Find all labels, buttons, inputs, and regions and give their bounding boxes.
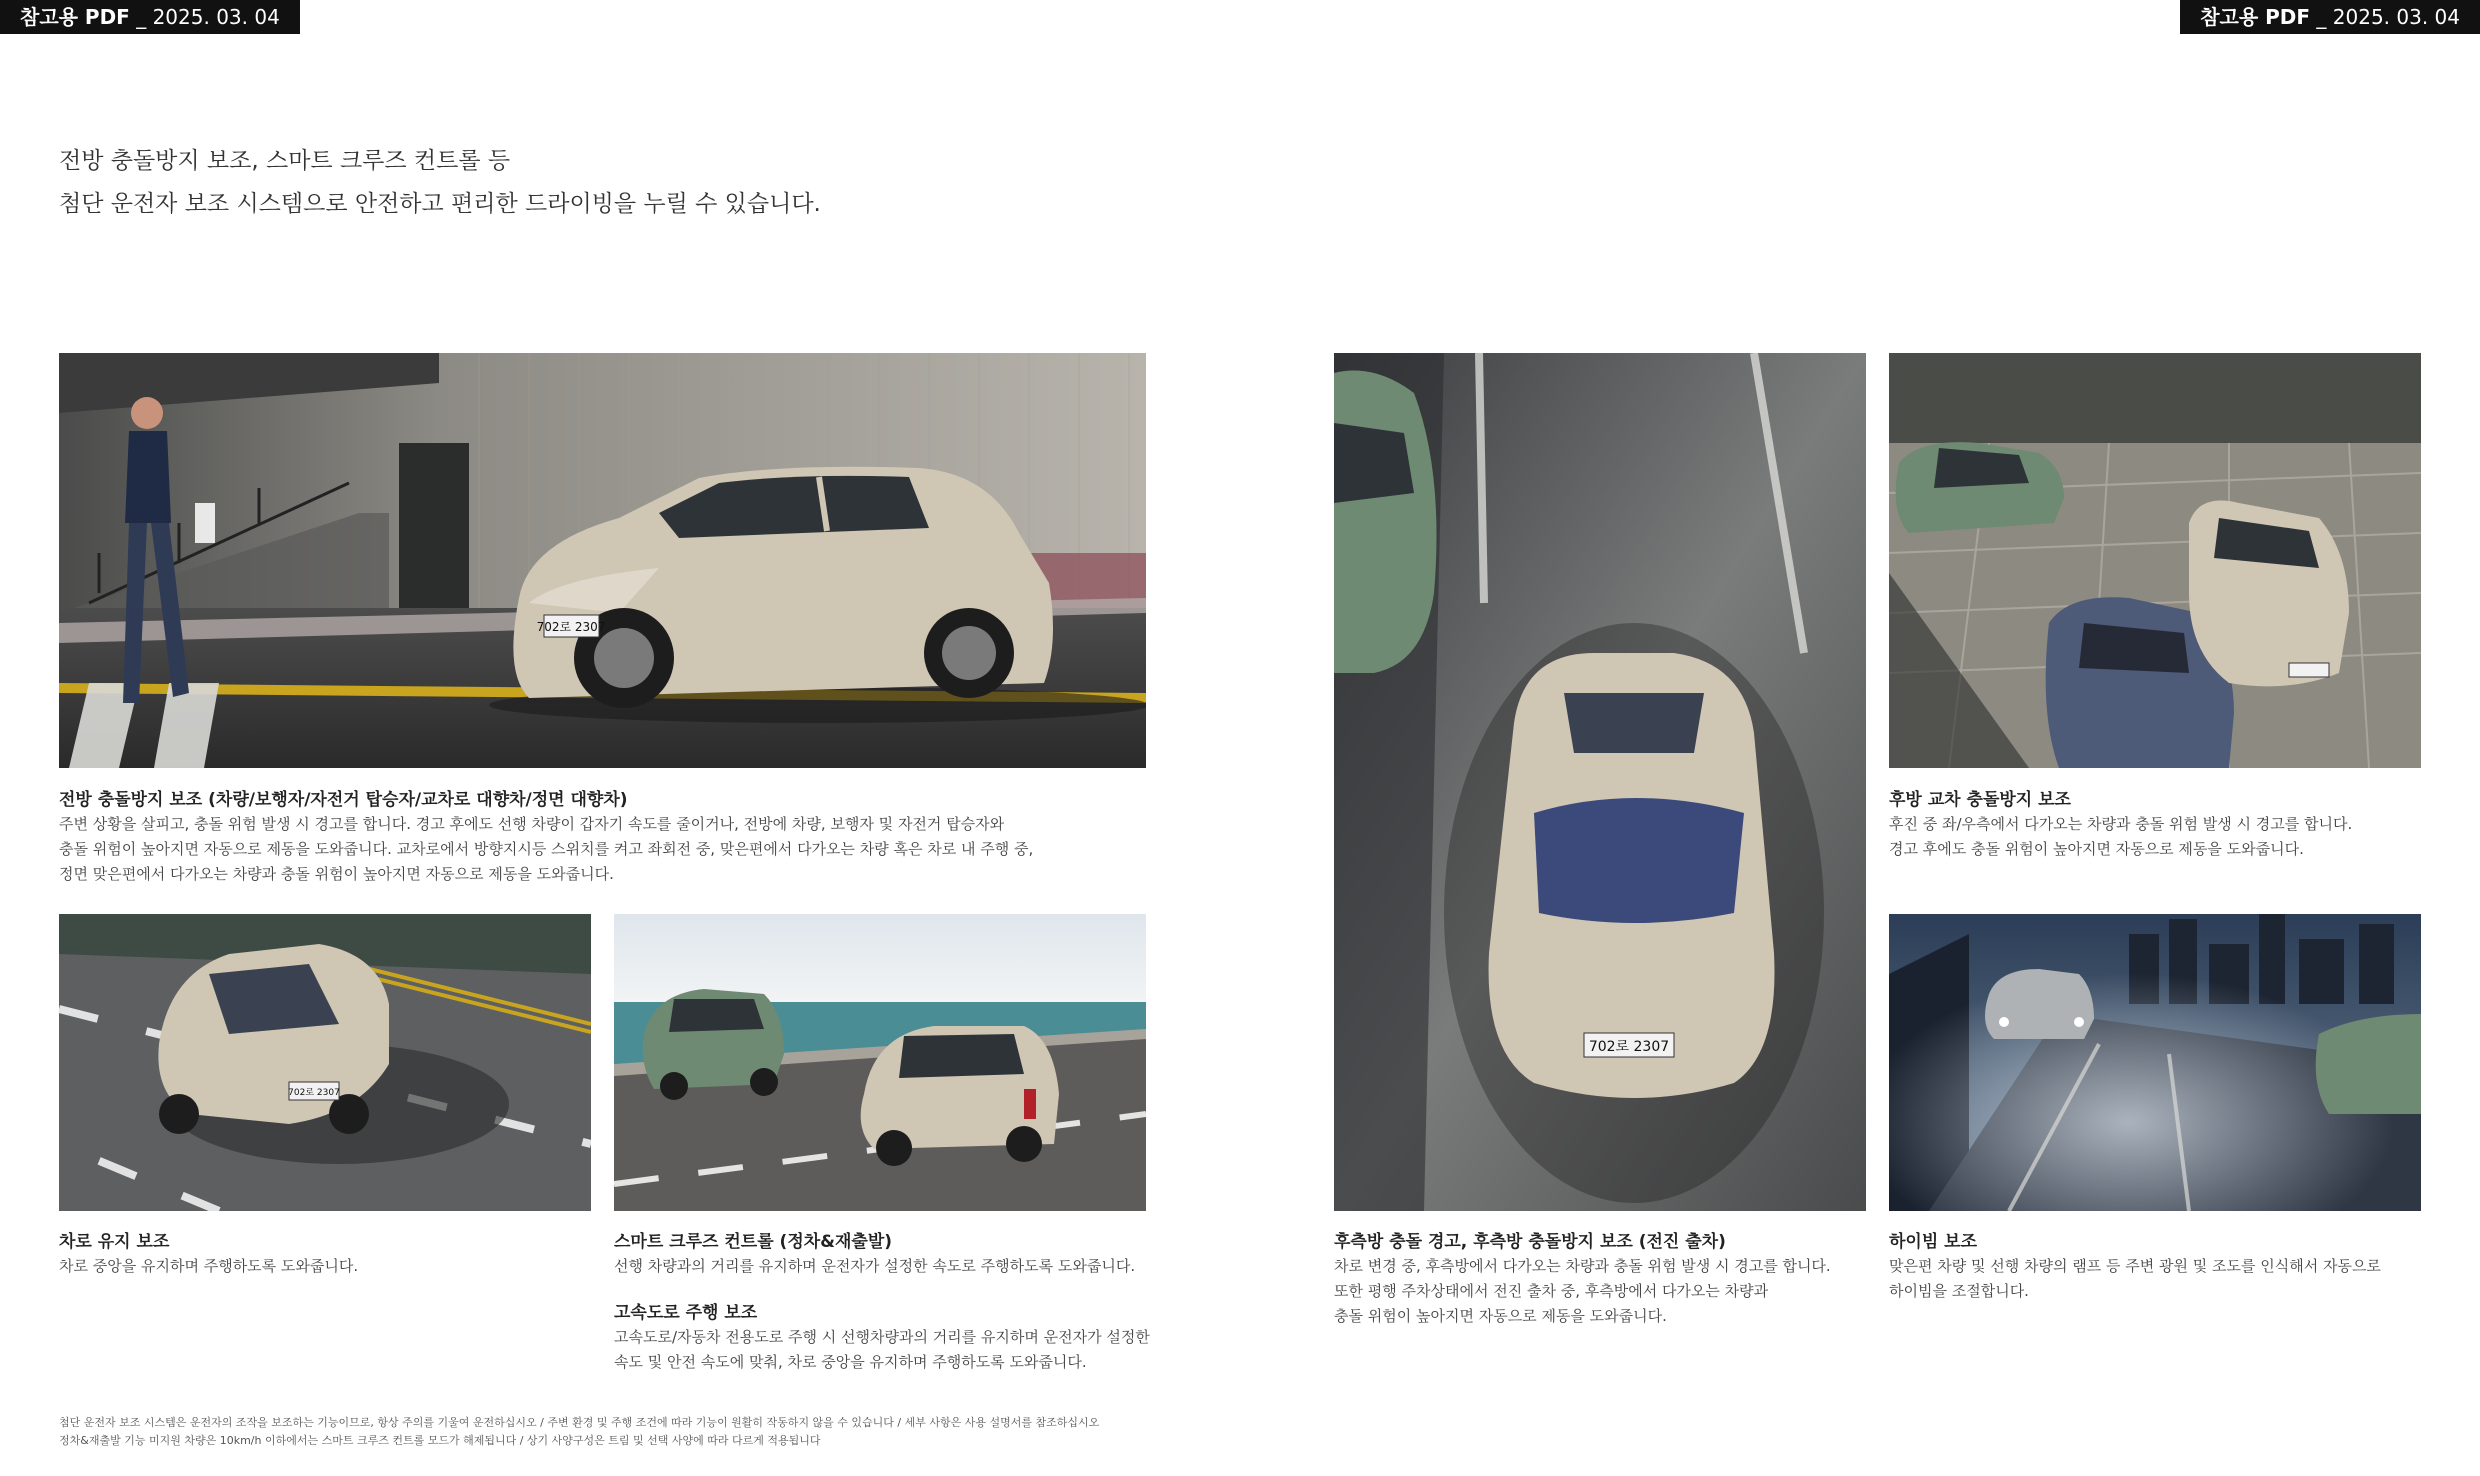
bca-line-1: 차로 변경 중, 후측방에서 다가오는 차량과 충돌 위험 발생 시 경고를 합니다. <box>1334 1257 1831 1275</box>
lka-title: 차로 유지 보조 <box>59 1232 170 1252</box>
hba-title: 하이빔 보조 <box>1889 1232 1978 1252</box>
bca-license-plate: 702로 2307 <box>1588 1039 1670 1055</box>
fca-title: 전방 충돌방지 보조 (차량/보행자/자전거 탑승자/교차로 대향차/정면 대향차) <box>59 790 628 810</box>
bca-line-2: 또한 평행 주차상태에서 전진 출차 중, 후측방에서 다가오는 차량과 <box>1334 1282 1769 1300</box>
bca-title: 후측방 충돌 경고, 후측방 충돌방지 보조 (전진 출차) <box>1334 1232 1726 1252</box>
fca-photo <box>59 353 1146 768</box>
rcca-line-2: 경고 후에도 충돌 위험이 높아지면 자동으로 제동을 도와줍니다. <box>1889 840 2304 858</box>
lka-photo <box>59 914 591 1211</box>
rcca-photo <box>1889 353 2421 768</box>
fca-line-1: 주변 상황을 살피고, 충돌 위험 발생 시 경고를 합니다. 경고 후에도 선행 차량이 갑자기 속도를 줄이거나, 전방에 차량, 보행자 및 자전거 탑승자와 <box>59 815 1005 833</box>
hda-line-1: 고속도로/자동차 전용도로 주행 시 선행차량과의 거리를 유지하며 운전자가 설정한 <box>614 1328 1150 1346</box>
reference-pdf-tag-right <box>2180 0 2480 34</box>
rcca-line-1: 후진 중 좌/우측에서 다가오는 차량과 충돌 위험 발생 시 경고를 합니다. <box>1889 815 2353 833</box>
lka-license-plate: 702로 2307 <box>288 1088 340 1098</box>
footnote-line-1: 첨단 운전자 보조 시스템은 운전자의 조작을 보조하는 기능이므로, 항상 주의를 기울여 운전하십시오 / 주변 환경 및 주행 조건에 따라 기능이 원활히 작동하지 않을 수 있습니다 / 세부 사항은 사용 설명서를 참조하십시오 <box>59 1416 1100 1429</box>
scc-description <box>614 1254 1135 1279</box>
reference-pdf-tag-left <box>0 0 300 34</box>
fca-license-plate: 702로 2307 <box>536 620 606 634</box>
bca-line-3: 충돌 위험이 높아지면 자동으로 제동을 도와줍니다. <box>1334 1307 1667 1325</box>
hda-line-2: 속도 및 안전 속도에 맞춰, 차로 중앙을 유지하며 주행하도록 도와줍니다. <box>614 1353 1087 1371</box>
hda-description <box>614 1325 1150 1375</box>
fca-line-3: 정면 맞은편에서 다가오는 차량과 충돌 위험이 높아지면 자동으로 제동을 도와줍니다. <box>59 865 614 883</box>
tag-label: 참고용 PDF <box>2200 5 2311 29</box>
page-headline <box>59 140 821 226</box>
hda-title: 고속도로 주행 보조 <box>614 1303 758 1323</box>
tag-label: 참고용 PDF <box>20 5 130 29</box>
lka-line-1: 차로 중앙을 유지하며 주행하도록 도와줍니다. <box>59 1257 359 1275</box>
bca-photo <box>1334 353 1866 1211</box>
disclaimer-footnote <box>59 1414 1099 1450</box>
hba-description <box>1889 1254 2381 1304</box>
bca-description <box>1334 1254 1831 1329</box>
scc-title: 스마트 크루즈 컨트롤 (정차&재출발) <box>614 1232 893 1252</box>
hba-photo <box>1889 914 2421 1211</box>
rcca-description <box>1889 812 2352 862</box>
headline-line-2: 첨단 운전자 보조 시스템으로 안전하고 편리한 드라이빙을 누릴 수 있습니다. <box>59 191 821 217</box>
scc-line-1: 선행 차량과의 거리를 유지하며 운전자가 설정한 속도로 주행하도록 도와줍니다. <box>614 1257 1136 1275</box>
hba-line-1: 맞은편 차량 및 선행 차량의 램프 등 주변 광원 및 조도를 인식해서 자동으로 <box>1889 1257 2381 1275</box>
scc-photo <box>614 914 1146 1211</box>
rcca-title: 후방 교차 충돌방지 보조 <box>1889 790 2071 810</box>
tag-date: _ 2025. 03. 04 <box>136 5 280 29</box>
footnote-line-2: 정차&재출발 기능 미지원 차량은 10km/h 이하에서는 스마트 크루즈 컨트롤 모드가 해제됩니다 / 상기 사양구성은 트림 및 선택 사양에 따라 다르게 적용됩니다 <box>59 1434 821 1447</box>
hba-line-2: 하이빔을 조절합니다. <box>1889 1282 2029 1300</box>
tag-date: _ 2025. 03. 04 <box>2316 5 2460 29</box>
headline-line-1: 전방 충돌방지 보조, 스마트 크루즈 컨트롤 등 <box>59 148 511 174</box>
fca-line-2: 충돌 위험이 높아지면 자동으로 제동을 도와줍니다. 교차로에서 방향지시등 스위치를 켜고 좌회전 중, 맞은편에서 다가오는 차량 혹은 차로 내 주행 중, <box>59 840 1034 858</box>
lka-description <box>59 1254 358 1279</box>
fca-description <box>59 812 1033 887</box>
